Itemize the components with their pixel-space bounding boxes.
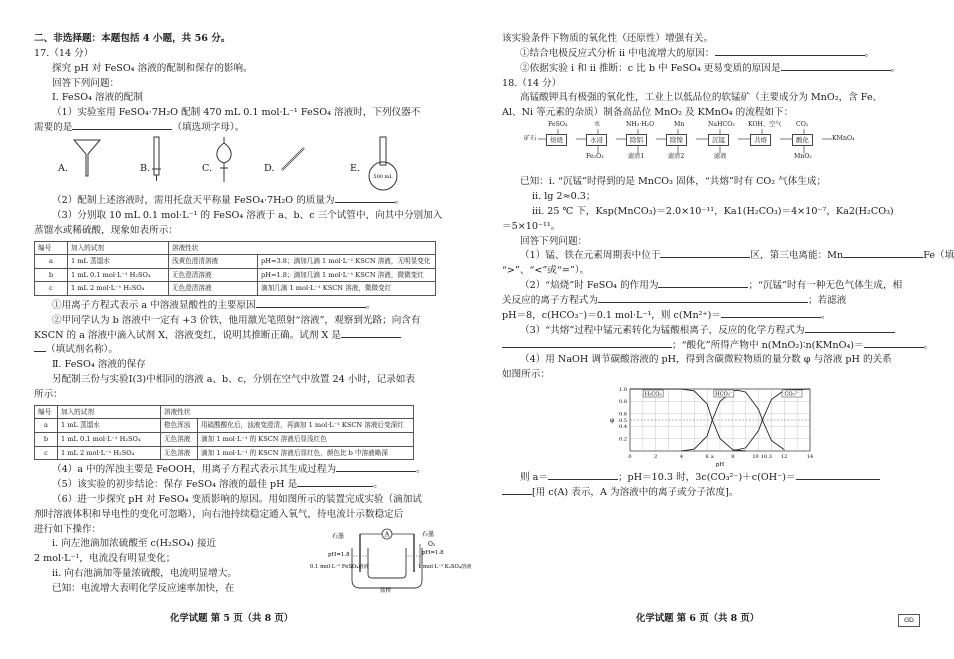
flow-step: 除铝	[626, 134, 647, 146]
q3-sub2-line3: （填试剂名称）。	[34, 343, 444, 358]
q18-heading: 18.（14 分）	[502, 77, 562, 89]
flow-start: 矿石	[524, 135, 537, 143]
sub2-line: ②依据实验 i 和 ii 推断：c 比 b 中 FeSO₄ 更易变质的原因是 。	[520, 62, 901, 74]
answer-2-line2: 关反应的离子方程式为 ；若滤液	[502, 295, 847, 307]
q17-intro: 探究 pH 对 FeSO₄ 溶液的配制和保存的影响。	[52, 62, 253, 74]
y-tick-label: 1.0	[619, 386, 627, 393]
q3-line1: （3）分别取 10 mL 0.1 mol·L⁻¹ 的 FeSO₄ 溶液于 a、b、c 三个试管中，向其中分别加入	[52, 209, 443, 221]
footer-right: 化学试题 第 6 页（共 8 页）	[636, 613, 760, 624]
answer-4-line1: （4）用 NaOH 调节碳酸溶液的 pH，得到含碳微粒物质的量分数 φ 与溶液 pH 的关系	[520, 354, 892, 366]
table-row: c 1 mL 2 mol·L⁻¹ H₂SO₄ 无色澄清溶液 滴加几滴 1 mol·L⁻¹ KSCN 溶液，微微变红	[35, 282, 436, 296]
answer-3-line1: （3）“共熔”过程中锰元素转化为锰酸根离子，反应的化学方程式为	[502, 324, 912, 339]
apparatus-options: A. B. C. D. E. 500 mL	[34, 136, 444, 194]
oxygen-label: O₂	[428, 541, 436, 548]
y-tick-label: 0.8	[619, 399, 627, 406]
table-row: c 1 mL 2 mol·L⁻¹ H₂SO₄ 无色溶液 滴加 1 mol·L⁻¹ 的 KSCN 溶液后显红色，颜色比 b 中溶液略深	[35, 446, 414, 460]
answer-2-line1: （2）“焙烧”时 FeSO₄ 的作用为 ；“沉锰”时有一种无色气体生成，相	[520, 280, 903, 292]
table-experiment-1	[34, 241, 436, 296]
x-tick-label: 2	[654, 454, 658, 461]
part2-title: Ⅱ. FeSO₄ 溶液的保存	[52, 359, 146, 371]
answer-2-line3: pH＝8，c(HCO₃⁻)＝0.1 mol·L⁻¹，则 c(Mn²⁺)＝ 。	[502, 309, 831, 321]
q5-line: （5）该实验的初步结论：保存 FeSO₄ 溶液的最佳 pH 是 。	[52, 478, 383, 490]
y-tick-label: 0.4	[619, 424, 627, 431]
flow-step: 共熔	[750, 134, 771, 146]
q1-line2: 需要的是 （填选项字母）。	[34, 122, 245, 134]
answer-3-line2: ；“酸化”所得产物中 n(MnO₂)∶n(KMnO₄)＝ 。	[502, 339, 912, 354]
q6-line1: （6）进一步探究 pH 对 FeSO₄ 变质影响的原因。用如图所示的装置完成实验（滴加试	[52, 493, 422, 505]
x-tick-label: 10.3	[760, 454, 772, 461]
flow-arrows	[502, 121, 912, 175]
q1-line1: （1）实验室用 FeSO₄·7H₂O 配制 470 mL 0.1 mol·L⁻¹ FeSO₄ 溶液时，下列仪器不	[52, 107, 421, 119]
answer-4-line2: 如图所示：	[502, 369, 550, 381]
corner-mark: GD	[898, 614, 920, 627]
known-3b: ＝5×10⁻¹¹。	[502, 220, 561, 232]
flow-step: 沉锰	[708, 134, 729, 146]
x-axis-label: pH	[715, 462, 725, 469]
known-3: ⅲ. 25 ℃ 下，Ksp(MnCO₃)＝2.0×10⁻¹¹，Ka1(H₂CO₃)＝4×10⁻⁷，Ka2(H₂CO₃)	[532, 205, 894, 217]
section-title: 二、非选择题：本题包括 4 小题，共 56 分。	[34, 33, 231, 44]
table-row: a 1 mL 蒸馏水 橙色浑浊 用硫酸酸化后，浊液变澄清，再滴加 1 mol·L⁻¹ KSCN 溶液后变深红	[35, 419, 414, 433]
ammeter-label: A	[384, 530, 390, 539]
q17-heading: 17.（14 分）	[34, 47, 94, 59]
flow-step: 酸化	[792, 134, 813, 146]
x-tick-label: a	[710, 454, 714, 461]
footer-left: 化学试题 第 5 页（共 8 页）	[170, 613, 294, 624]
answer-1-line2: “>”、“<”或“=”）。	[502, 265, 590, 277]
x-tick-label: 10	[752, 454, 759, 461]
x-tick-label: 12	[781, 454, 788, 461]
electrode-left-label: 石墨	[332, 533, 345, 540]
left-solution-label: 0.1 mol·L⁻¹ FeSO₄溶液	[310, 564, 370, 570]
table-header: 编号 加入的试剂 溶液性状	[35, 405, 414, 419]
q3-sub2-line1: ②甲同学认为 b 溶液中一定有 +3 价铁，他用激光笔照射“溶液”，观察到光路；向含有	[52, 314, 421, 326]
ph-left-label: pH=1.8	[328, 552, 350, 558]
carbonate-distribution-chart	[604, 385, 834, 469]
sub1-line: ①结合电极反应式分析 ii 中电流增大的原因： 。	[520, 47, 875, 59]
flow-step: 除镍	[666, 134, 687, 146]
salt-bridge-label: 盐桥	[380, 588, 392, 594]
table-row: b 1 mL 0.1 mol·L⁻¹ H₂SO₄ 无色溶液 滴加 1 mol·L⁻¹ 的 KSCN 溶液后显浅红色	[35, 432, 414, 446]
operation-1-line2: 2 mol·L⁻¹，电流没有明显变化；	[34, 553, 176, 565]
x-tick-label: 0	[628, 454, 632, 461]
known-condition: 已知：电流增大表明化学反应速率加快，在	[52, 582, 235, 594]
q3-line2: 蒸馏水或稀硫酸，现象如表所示：	[34, 224, 178, 236]
volumetric-flask-icon	[364, 136, 404, 192]
table-experiment-2	[34, 405, 414, 460]
table-row: b 1 mL 0.1 mol·L⁻¹ H₂SO₄ 无色澄清溶液 pH=1.8；滴加几滴 1 mol·L⁻¹ KSCN 溶液，微微变红	[35, 268, 436, 282]
answer-prompt-18: 回答下列问题：	[520, 235, 588, 247]
operation-1-line1: ⅰ. 向左池滴加浓硫酸至 c(H₂SO₄) 接近	[52, 538, 217, 550]
flow-step: 水浸	[586, 134, 607, 146]
x-tick-label: 6	[705, 454, 709, 461]
y-tick-label: 0.5	[619, 417, 627, 424]
series-label: CO₃²⁻	[784, 391, 800, 398]
funnel-icon	[72, 138, 102, 178]
answer-4-end-line1: 则 a＝ ；pH＝10.3 时，3c(CO₃²⁻)＋c(OH⁻)＝	[502, 471, 912, 486]
q4-line: （4）a 中的浑浊主要是 FeOOH，用离子方程式表示其生成过程为 。	[52, 464, 426, 476]
part2-line1: 另配制三份与实验Ⅰ(3)中相同的溶液 a、b、c，分别在空气中放置 24 小时，记录如表	[52, 374, 415, 386]
ph-right-label: pH=1.8	[422, 550, 444, 556]
right-solution-label: 1 mol·L⁻¹ K₂SO₄溶液	[418, 564, 472, 570]
x-tick-label: 14	[806, 454, 814, 461]
series-label: H₂CO₃	[644, 391, 662, 398]
flow-end: KMnO₄	[832, 135, 855, 143]
flask-label: 500 mL	[373, 174, 393, 181]
answer-4-end-line2: [用 c(A) 表示，A 为溶液中的离子或分子浓度]。	[502, 486, 912, 501]
y-tick-label: 0.6	[619, 411, 627, 418]
y-axis-label: φ	[610, 417, 615, 425]
q6-line2: 剂时溶液体积和导电性的变化可忽略），向右池持续稳定通入氧气，待电流计示数稳定后	[34, 508, 404, 520]
q3-sub2-line2: KSCN 的 a 溶液中滴入试剂 X，溶液变红，说明其推断正确。试剂 X 是	[34, 329, 444, 344]
x-tick-label: 8	[731, 454, 735, 461]
q18-line2: Al、Ni 等元素的杂质）制备高品位 MnO₂ 及 KMnO₄ 的流程如下：	[502, 107, 794, 119]
right-page	[502, 32, 954, 501]
electrode-right-label: 石墨	[422, 531, 435, 538]
continuation-line: 该实验条件下物质的氧化性（还原性）增强有关。	[502, 33, 714, 44]
glass-rod-icon	[278, 144, 308, 174]
known-1: 已知：ⅰ. “沉锰”时得到的是 MnCO₃ 固体，“共熔”时有 CO₂ 气体生成；	[520, 176, 827, 188]
process-flowchart: 矿石 焙烧 水浸 除铝 除镍 沉锰 共熔 酸化 KMnO₄ FeSO₄ 水 NH₃·H₂O Mn NaHCO₃ KOH、空气 CO₂ Fe₂O₃ 滤渣1 滤渣2 滤液 MnO₂	[502, 121, 912, 175]
part2-line2: 所示：	[34, 389, 63, 400]
separatory-funnel-icon	[212, 136, 236, 184]
y-tick-label: 0.2	[619, 436, 627, 443]
left-page	[34, 32, 444, 597]
series-label: HCO₃⁻	[715, 391, 733, 398]
table-row: a 1 mL 蒸馏水 浅黄色澄清溶液 pH=3.8；滴加几滴 1 mol·L⁻¹ KSCN 溶液，无明显变化	[35, 255, 436, 269]
x-tick-label: 4	[679, 454, 684, 461]
part1-title: Ⅰ. FeSO₄ 溶液的配制	[52, 92, 143, 104]
flow-step: 焙烧	[546, 134, 567, 146]
answer-1-line1: （1）锰、铁在元素周期表中位于 区，第三电离能：Mn Fe（填	[520, 250, 954, 262]
q18-line1: 高锰酸钾具有极强的氧化性，工业上以低品位的软锰矿（主要成分为 MnO₂，含 Fe、	[520, 92, 883, 104]
known-2: ⅱ. lg 2≈0.3；	[532, 191, 596, 203]
q6-line3: 进行如下操作：	[34, 523, 102, 535]
answer-prompt: 回答下列问题：	[52, 77, 120, 89]
electrochemical-cell-diagram	[310, 526, 472, 594]
burette-icon	[150, 136, 164, 182]
q2-line: （2）配制上述溶液时，需用托盘天平称量 FeSO₄·7H₂O 的质量为 。	[52, 195, 405, 207]
operation-2: ⅱ. 向右池滴加等量浓硫酸，电流明显增大。	[52, 568, 237, 580]
q3-sub1: ①用离子方程式表示 a 中溶液显酸性的主要原因 。	[52, 299, 376, 311]
table-header: 编号 加入的试剂 溶液性状	[35, 241, 436, 255]
